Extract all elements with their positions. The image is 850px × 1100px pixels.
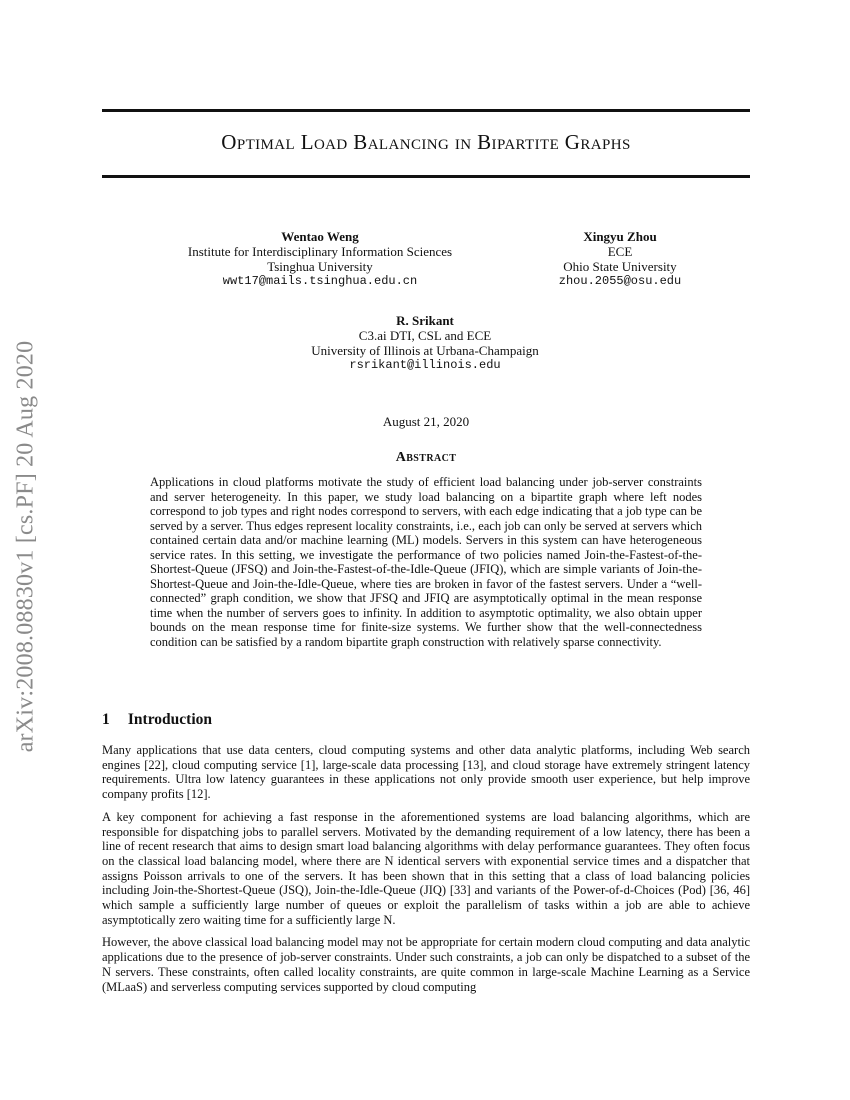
author-block <box>170 229 470 289</box>
body-paragraph: A key component for achieving a fast response in the aforementioned systems are load balancing algorithms, which are responsible for dispatching jobs to parallel servers. Motivated by the demanding requirement of a low latency, there has been a line of recent research that aims to design smart load balancing algorithms with delay performance guarantees. They often focus on the classical load balancing model, where there are N identical servers with exponential service times and a dispatcher that assigns Poisson arrivals to one of the servers. It has been shown that in this setting that a class of load balancing policies including Join-the-Shortest-Queue (JSQ), Join-the-Idle-Queue (JIQ) [33] and variants of the Power-of-d-Choices (Pod) [36, 46] which sample a sufficiently large number of queues or exploit the parallelism of tasks within a job are able to achieve asymptotically zero waiting time for a sufficiently large N. <box>102 809 750 927</box>
author-affiliation: Ohio State University <box>563 259 677 274</box>
abstract-heading: Abstract <box>395 450 457 465</box>
arxiv-sidebar <box>8 296 44 796</box>
section-body <box>102 743 750 1002</box>
author-block <box>270 313 580 373</box>
paper-date: August 21, 2020 <box>382 414 470 429</box>
section-number: 1 <box>102 711 110 728</box>
author-name: Xingyu Zhou <box>583 229 657 244</box>
section-heading <box>102 711 212 729</box>
body-paragraph: However, the above classical load balancing model may not be appropriate for certain modern cloud computing and data analytic applications due to the presence of job-server constraints. Under such constraints, a job can only be dispatched to a subset of the N servers. These constraints, often called locality constraints, are quite common in large-scale Machine Learning as a Service (MLaaS) and serverless computing services supported by cloud computing <box>102 935 750 994</box>
author-email: zhou.2055@osu.edu <box>558 274 682 288</box>
author-name: Wentao Weng <box>281 229 359 244</box>
section-title: Introduction <box>127 711 212 728</box>
body-paragraph: Many applications that use data centers, cloud computing systems and other data analytic platforms, including Web search engines [22], cloud computing service [1], large-scale data processing [13], and cloud storage have extremely stringent latency requirements. Ultra low latency guarantees in these applications not only provide smooth user experience, but help improve company profits [12]. <box>102 743 750 802</box>
author-affiliation: Institute for Interdisciplinary Information Sciences <box>187 244 453 259</box>
author-affiliation: Tsinghua University <box>267 259 373 274</box>
title-rule-top <box>102 109 750 112</box>
title-rule-bottom <box>102 175 750 178</box>
author-affiliation: University of Illinois at Urbana-Champaign <box>311 343 539 358</box>
abstract-text: Applications in cloud platforms motivate the study of efficient load balancing under job-server constraints and server heterogeneity. In this paper, we study load balancing on a bipartite graph where left nodes correspond to job types and right nodes correspond to servers, with each edge indicating that a job type can be served by a server. Thus edges represent locality constraints, i.e., each job can only be served at servers which contained certain data and/or machine learning (ML) models. Servers in this system can have heterogeneous service rates. In this setting, we investigate the performance of two policies named Join-the-Fastest-of-the-Shortest-Queue (JFSQ) and Join-the-Fastest-of-the-Idle-Queue (JFIQ), which are simple variants of Join-the-Shortest-Queue and Join-the-Idle-Queue, where ties are broken in favor of the fastest servers. Under a “well-connected” graph condition, we show that JFSQ and JFIQ are asymptotically optimal in the mean response time when the number of servers goes to infinity. In addition to asymptotic optimality, we also obtain upper bounds on the mean response time for finite-size systems. We further show that the well-connectedness condition can be satisfied by a random bipartite graph construction with relatively sparse connectivity. <box>150 475 702 649</box>
author-block <box>530 229 710 289</box>
paper-title: Optimal Load Balancing in Bipartite Graphs <box>221 130 631 154</box>
author-name: R. Srikant <box>396 313 454 328</box>
author-affiliation: ECE <box>607 244 633 259</box>
author-affiliation: C3.ai DTI, CSL and ECE <box>358 328 492 343</box>
author-email: wwt17@mails.tsinghua.edu.cn <box>222 274 418 288</box>
arxiv-stamp: arXiv:2008.08830v1 [cs.PF] 20 Aug 2020 <box>12 340 39 752</box>
author-email: rsrikant@illinois.edu <box>349 358 501 372</box>
